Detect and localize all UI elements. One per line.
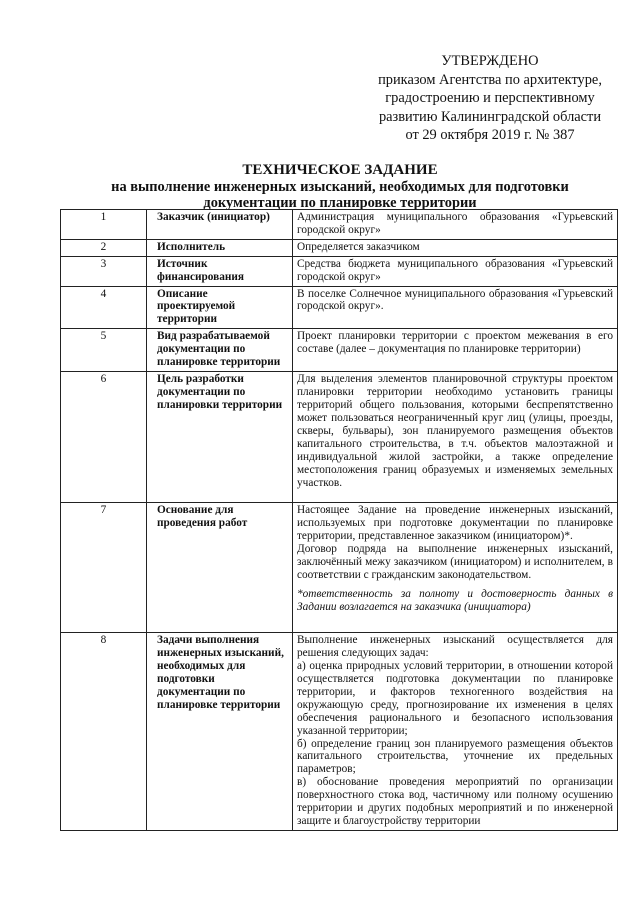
approval-line: приказом Агентства по архитектуре, bbox=[378, 71, 602, 88]
row-label: Исполнитель bbox=[147, 239, 293, 256]
row-label: Заказчик (инициатор) bbox=[147, 210, 293, 240]
row-value bbox=[293, 286, 618, 329]
table-row bbox=[61, 286, 618, 329]
approval-line: развитию Калининградской области bbox=[378, 108, 602, 125]
row-label: Основание для проведения работ bbox=[147, 503, 293, 633]
approval-line: градостроению и перспективному bbox=[385, 90, 595, 107]
value-paragraph: Настоящее Задание на проведение инженерных изысканий, используемых при подготовке документации по планировке территории, представленное заказчиком (инициатором)*. bbox=[297, 504, 613, 543]
value-paragraph: Определяется заказчиком bbox=[297, 240, 420, 253]
row-number: 7 bbox=[61, 503, 147, 633]
row-value bbox=[293, 210, 618, 240]
value-paragraph: Договор подряда на выполнение инженерных изысканий, заключённый межу заказчиком (инициатором) и исполнителем, в соответствии с гражданским законодательством. bbox=[297, 542, 613, 581]
value-paragraph: в) обоснование проведения мероприятий по организации поверхностного стока вод, частичному или полному осушению территории и других подобных мероприятий и по инженерной защите и благоустройству территории bbox=[297, 776, 613, 827]
row-label: Цель разработки документации по планировки территории bbox=[147, 372, 293, 503]
row-number: 8 bbox=[61, 633, 147, 831]
value-paragraph: б) определение границ зон планируемого размещения объектов капитального строительства, уточнение их предельных параметров; bbox=[297, 737, 613, 776]
row-label: Источник финансирования bbox=[147, 256, 293, 286]
approval-line: от 29 октября 2019 г. № 387 bbox=[405, 127, 575, 144]
row-number: 2 bbox=[61, 239, 147, 256]
row-label: Задачи выполнения инженерных изысканий, необходимых для подготовки документации по планировке территории bbox=[147, 633, 293, 831]
table-row bbox=[61, 210, 618, 240]
value-paragraph: Администрация муниципального образования «Гурьевский городской округ» bbox=[297, 211, 613, 236]
row-value bbox=[293, 256, 618, 286]
table-row bbox=[61, 633, 618, 831]
requirements-table bbox=[60, 209, 618, 831]
row-value bbox=[293, 503, 618, 633]
table-row bbox=[61, 372, 618, 503]
value-paragraph: Проект планировки территории с проектом межевания в его составе (далее – документация по планировке территории) bbox=[297, 330, 613, 356]
row-number: 5 bbox=[61, 329, 147, 372]
title-sub-line: на выполнение инженерных изысканий, необходимых для подготовки bbox=[111, 179, 569, 195]
row-number: 6 bbox=[61, 372, 147, 503]
row-value bbox=[293, 372, 618, 503]
table-row bbox=[61, 329, 618, 372]
approval-line: УТВЕРЖДЕНО bbox=[441, 53, 539, 69]
row-value bbox=[293, 633, 618, 831]
footnote: *ответственность за полноту и достоверность данных в Задании возлагается на заказчика (инициатора) bbox=[297, 587, 613, 613]
row-label: Вид разрабатываемой документации по планировке территории bbox=[147, 329, 293, 372]
value-paragraph: Средства бюджета муниципального образования «Гурьевский городской округ» bbox=[297, 257, 613, 283]
table-row bbox=[61, 256, 618, 286]
row-number: 1 bbox=[61, 210, 147, 240]
row-number: 3 bbox=[61, 256, 147, 286]
title-sub-line: документации по планировке территории bbox=[203, 195, 477, 211]
value-paragraph: В поселке Солнечное муниципального образования «Гурьевский городской округ». bbox=[297, 287, 613, 313]
value-paragraph: а) оценка природных условий территории, в отношении которой осуществляется подготовка документации по планировке территории, и факторов техногенного воздействия на окружающую среду, прогнозирование их изменения в целях обеспечения рационального и безопасного использования указанной территории; bbox=[297, 660, 613, 737]
title-main: ТЕХНИЧЕСКОЕ ЗАДАНИЕ bbox=[242, 162, 438, 178]
approval-stamp bbox=[370, 52, 610, 145]
row-label: Описание проектируемой территории bbox=[147, 286, 293, 329]
row-number: 4 bbox=[61, 286, 147, 329]
value-paragraph: Выполнение инженерных изысканий осуществляется для решения следующих задач: bbox=[297, 634, 613, 660]
document-title bbox=[60, 162, 620, 211]
value-paragraph: Для выделения элементов планировочной структуры проектом планировки территории необходимо установить границы территорий общего пользования, которыми беспрепятственно может пользоваться неограниченный круг лиц (улицы, проезды, скверы, бульвары), зон планируемого размещения объектов капитального строительства, в т.ч. объектов малоэтажной и индивидуальной жилой застройки, а также определение местоположения границ образуемых и изменяемых земельных участков. bbox=[297, 373, 613, 489]
table-row bbox=[61, 239, 618, 256]
table-row bbox=[61, 503, 618, 633]
row-value bbox=[293, 329, 618, 372]
row-value bbox=[293, 239, 618, 256]
